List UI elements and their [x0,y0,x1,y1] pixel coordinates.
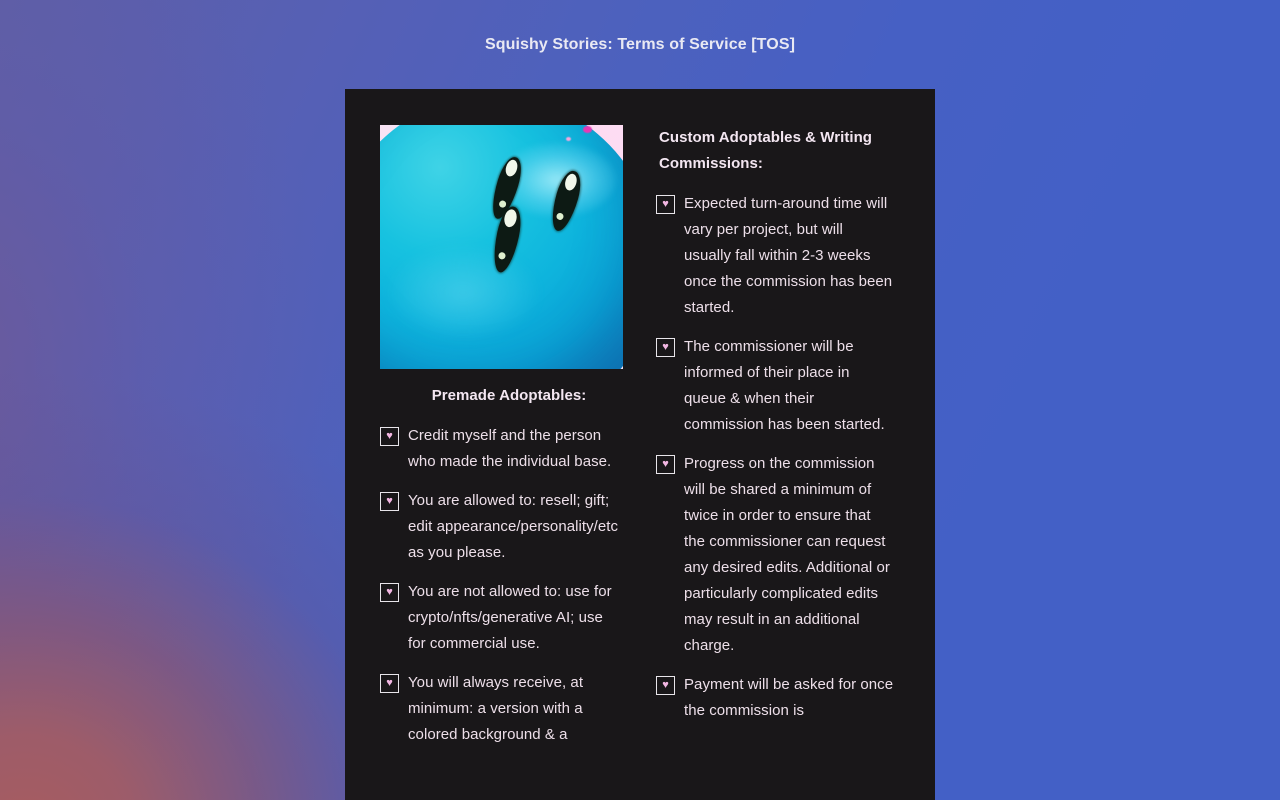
sparkle-icon [583,126,592,133]
list-item-text: Progress on the commission will be shared a minimum of twice in order to ensure that the commissioner can request any desired edits. Additional or particularly complicated edits may result in an additional charge. [684,455,890,654]
list-item [380,423,638,475]
heart-icon: ♥ [380,583,399,602]
list-item [380,670,638,748]
custom-commissions-list [656,191,904,724]
list-item [656,451,904,659]
heart-icon: ♥ [380,427,399,446]
sparkle-icon [566,137,571,141]
heart-icon: ♥ [656,676,675,695]
left-column [380,89,638,761]
heart-icon: ♥ [656,195,675,214]
list-item [656,334,904,438]
right-section-heading: Custom Adoptables & Writing Commissions: [659,129,873,172]
list-item [656,191,904,321]
heart-icon: ♥ [380,674,399,693]
right-column [656,89,904,737]
list-item-text: You are not allowed to: use for crypto/nfts/generative AI; use for commercial use. [408,583,612,652]
slime-highlight-secondary [388,245,538,341]
premade-adoptables-list [380,423,638,748]
list-item-text: You will always receive, at minimum: a version with a colored background & a [408,674,584,743]
list-item-text: Expected turn-around time will vary per project, but will usually fall within 2-3 weeks once the commission has been started. [684,195,893,316]
hero-image [380,125,623,369]
list-item-text: You are allowed to: resell; gift; edit appearance/personality/etc as you please. [408,492,619,561]
heart-icon: ♥ [656,455,675,474]
list-item [380,579,638,657]
tos-card [345,89,935,800]
list-item [656,672,904,724]
list-item [380,488,638,566]
list-item-text: Payment will be asked for once the commission is [684,676,894,719]
list-item-text: Credit myself and the person who made the individual base. [408,427,612,470]
left-section-heading: Premade Adoptables: [431,387,587,404]
heart-icon: ♥ [656,338,675,357]
heart-icon: ♥ [380,492,399,511]
list-item-text: The commissioner will be informed of their place in queue & when their commission has been started. [684,338,885,433]
page-title: Squishy Stories: Terms of Service [TOS] [484,35,796,53]
